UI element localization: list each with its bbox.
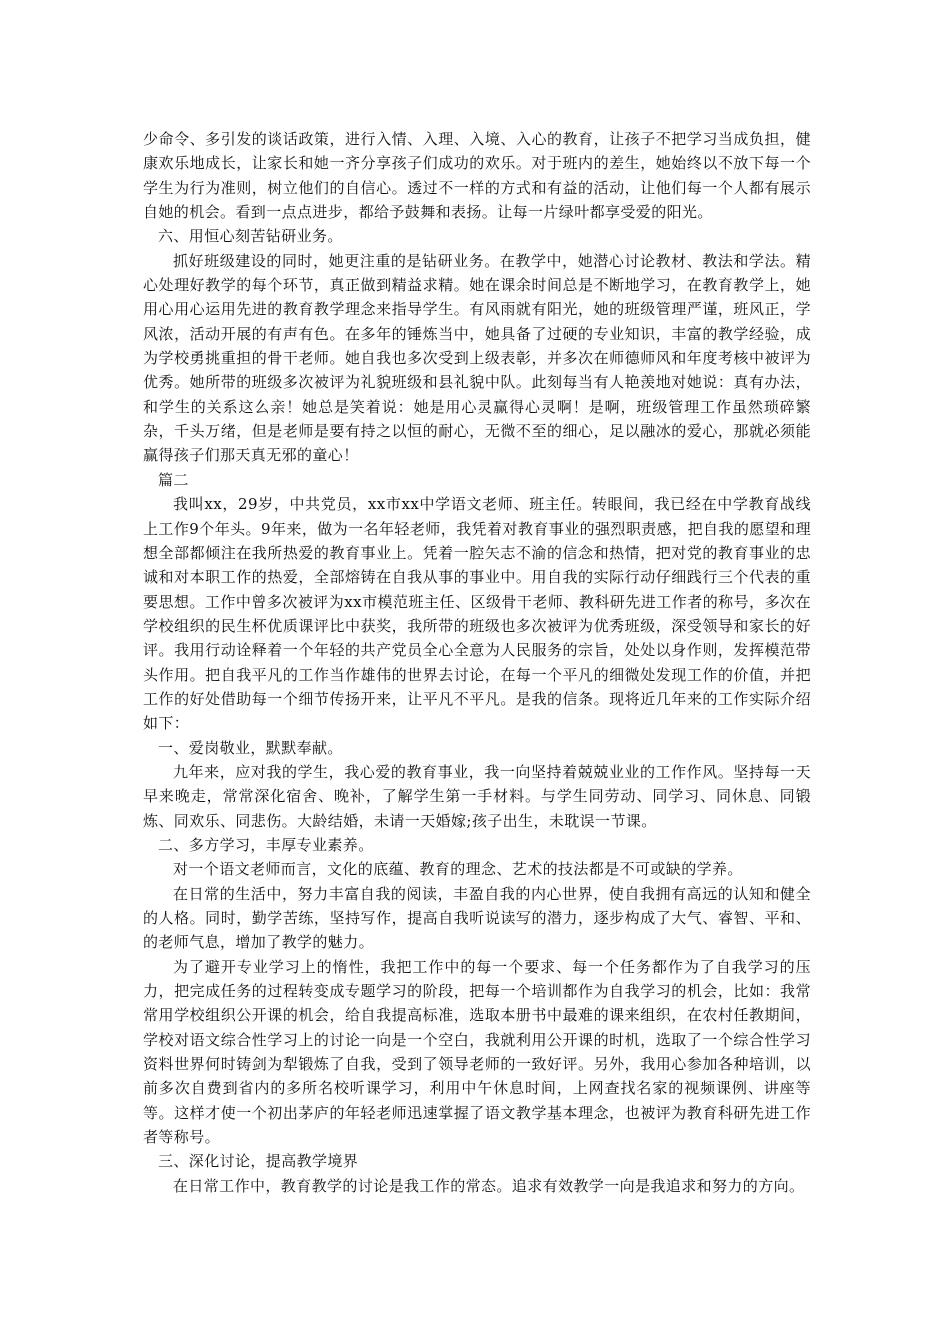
part-heading-2: 篇二 [158, 470, 189, 489]
section-heading-6: 六、用恒心刻苦钻研业务。 [158, 227, 343, 246]
paragraph: 为了避开专业学习上的惰性，我把工作中的每一个要求、每一个任务都作为了自我学习的压力，把完成任务的过程转变成专题学习的阶段，把每一个培训都作为自我学习的机会，比如：我常常用学校组织公开课的机会，给自我提高标准，选取本册书中最难的课来组织，在农村任教期间，学校对语文综合性学习上的讨论一向是一个空白，我就利用公开课的时机，选取了一个综合性学习资料世界何时铸剑为犁锻炼了自我，受到了领导老师的一致好评。另外，我用心参加各种培训，以前多次自费到省内的多所名校听课学习，利用中午休息时间，上网查找名家的视频课例、讲座等等。这样才使一个初出茅庐的年轻老师迅速掌握了语文教学基本理念，也被评为教育科研先进工作者等称号。 [143, 957, 811, 1147]
document-body [143, 127, 811, 1198]
paragraph: 在日常的生活中，努力丰富自我的阅读，丰盈自我的内心世界，使自我拥有高远的认知和健全的人格。同时，勤学苦练，坚持写作，提高自我听说读写的潜力，逐步构成了大气、睿智、平和、的老师气息，增加了教学的魅力。 [143, 884, 811, 952]
paragraph: 抓好班级建设的同时，她更注重的是钻研业务。在教学中，她潜心讨论教材、教法和学法。精心处理好教学的每个环节，真正做到精益求精。她在课余时间总是不断地学习，在教育教学上，她用心用心运用先进的教育教学理念来指导学生。有风雨就有阳光，她的班级管理严谨，班风正，学风浓，活动开展的有声有色。在多年的锤炼当中，她具备了过硬的专业知识，丰富的教学经验，成为学校勇挑重担的骨干老师。她自我也多次受到上级表彰，并多次在师德师风和年度考核中被评为优秀。她所带的班级多次被评为礼貌班级和县礼貌中队。此刻每当有人艳羡地对她说：真有办法，和学生的关系这么亲！她总是笑着说：她是用心灵赢得心灵啊！是啊，班级管理工作虽然琐碎繁杂，千头万绪，但是老师是要有持之以恒的耐心，无微不至的细心，足以融冰的爱心，那就必须能赢得孩子们那天真无邪的童心！ [143, 251, 811, 465]
paragraph: 在日常工作中，教育教学的讨论是我工作的常态。追求有效教学一向是我追求和努力的方向。 [173, 1176, 805, 1195]
paragraph: 我叫xx，29岁，中共党员，xx市xx中学语文老师、班主任。转眼间，我已经在中学教育战线上工作9个年头。9年来，做为一名年轻老师，我凭着对教育事业的强烈职责感，把自我的愿望和理想全部都倾注在我所热爱的教育事业上。凭着一腔矢志不渝的信念和热情，把对党的教育事业的忠诚和对本职工作的热爱，全部熔铸在自我从事的事业中。用自我的实际行动仔细践行三个代表的重要思想。工作中曾多次被评为xx市模范班主任、区级骨干老师、教科研先进工作者的称号，多次在学校组织的民生杯优质课评比中获奖，我所带的班级也多次被评为优秀班级，深受领导和家长的好评。我用行动诠释着一个年轻的共产党员全心全意为人民服务的宗旨，处处以身作则，发挥模范带头作用。把自我平凡的工作当作雄伟的世界去讨论，在每一个平凡的细微处发现工作的价值，并把工作的好处借助每一个细节传扬开来，让平凡不平凡。是我的信条。现将近几年来的工作实际介绍如下： [143, 495, 811, 733]
section-heading-2: 二、多方学习，丰厚专业素养。 [158, 835, 374, 854]
section-heading-1: 一、爱岗敬业，默默奉献。 [158, 738, 343, 757]
paragraph: 对一个语文老师而言，文化的底蕴、教育的理念、艺术的技法都是不可或缺的学养。 [173, 860, 743, 879]
paragraph: 九年来，应对我的学生，我心爱的教育事业，我一向坚持着兢兢业业的工作作风。坚持每一天早来晚走，常常深化宿舍、晚补，了解学生第一手材料。与学生同劳动、同学习、同休息、同锻炼、同欢乐、同悲伤。大龄结婚，未请一天婚嫁;孩子出生，未耽误一节课。 [143, 762, 811, 830]
paragraph-continuation: 少命令、多引发的谈话政策，进行入情、入理、入境、入心的教育，让孩子不把学习当成负担，健康欢乐地成长，让家长和她一齐分享孩子们成功的欢乐。对于班内的差生，她始终以不放下每一个学生为行为准则，树立他们的自信心。透过不一样的方式和有益的活动，让他们每一个人都有展示自她的机会。看到一点点进步，都给予鼓舞和表扬。让每一片绿叶都享受爱的阳光。 [143, 130, 811, 222]
section-heading-3: 三、深化讨论，提高教学境界 [158, 1152, 359, 1171]
